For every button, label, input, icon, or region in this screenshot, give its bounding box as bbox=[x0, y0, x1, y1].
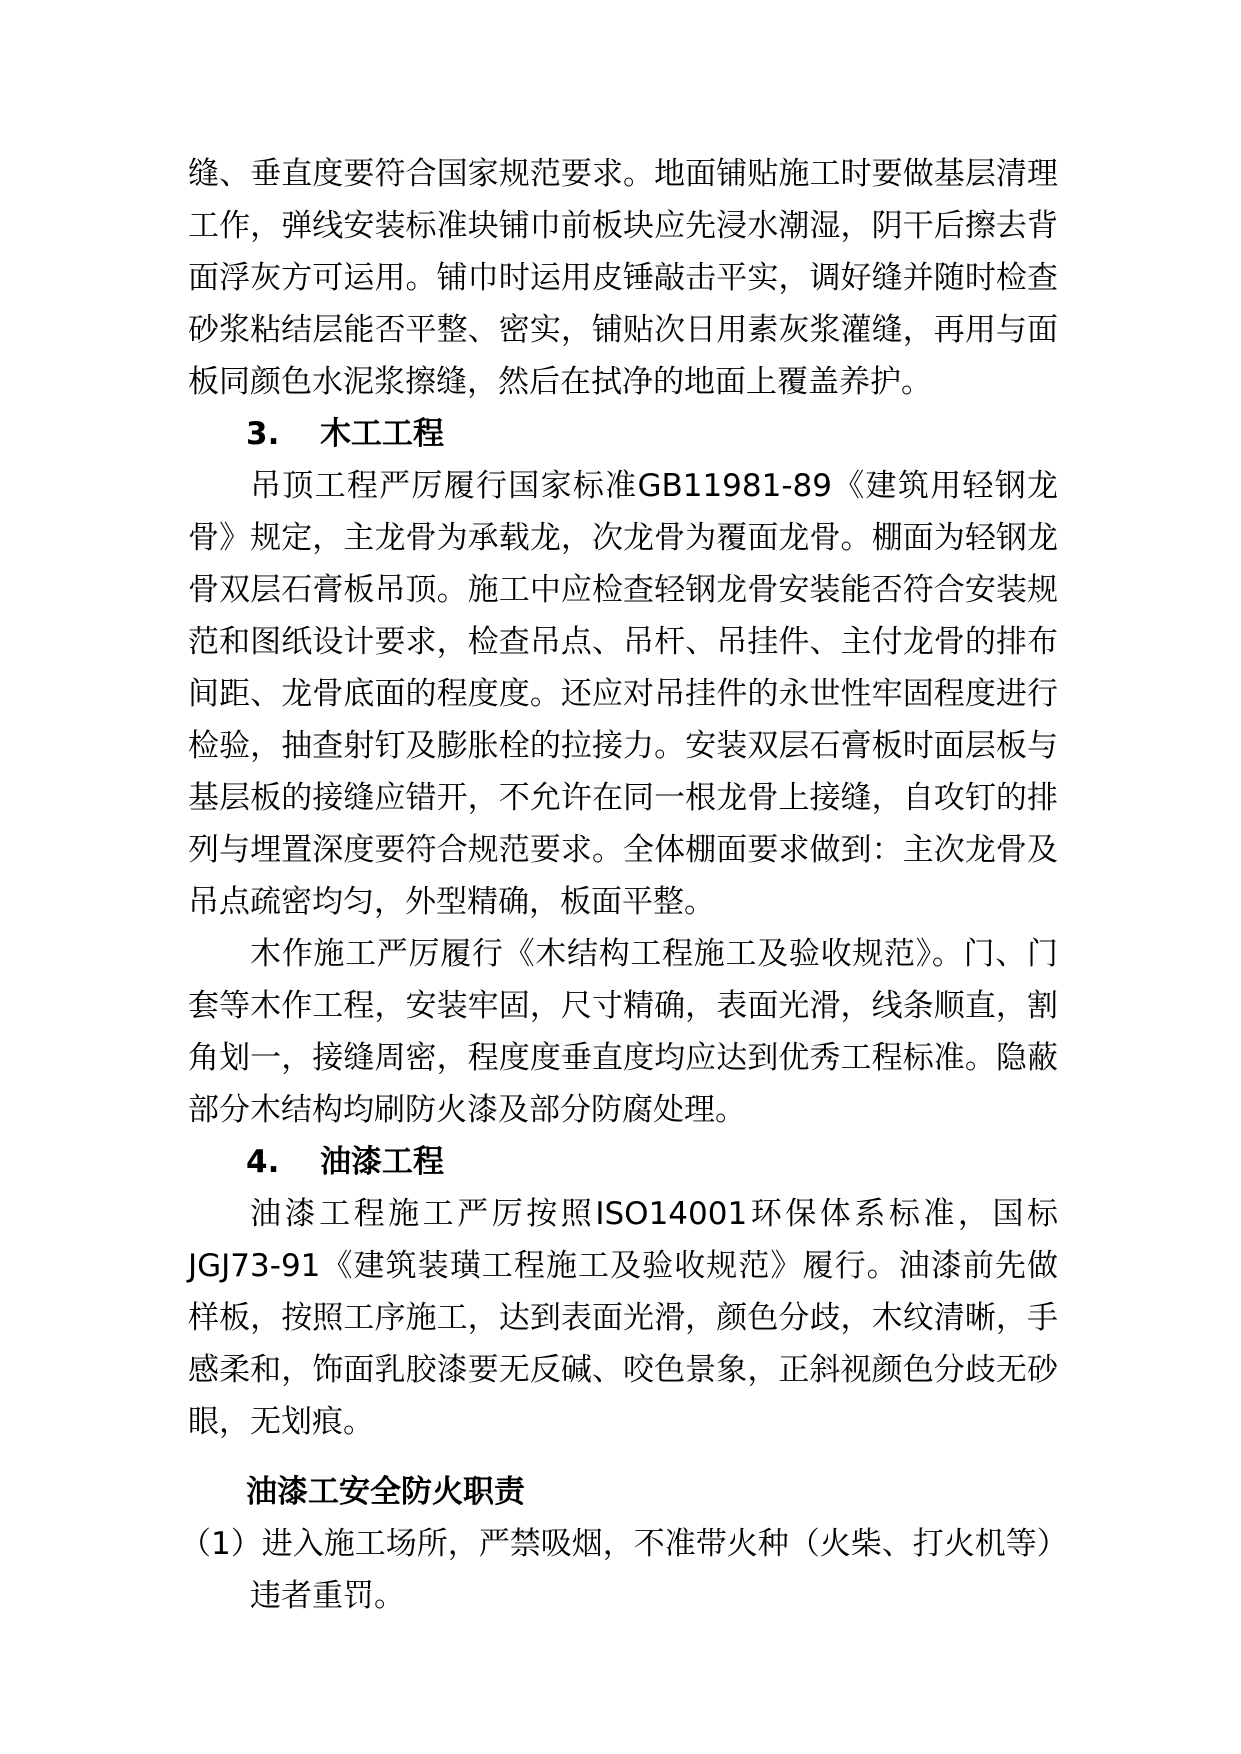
subheading-painter-fire-safety: 油漆工安全防火职责 bbox=[246, 1474, 525, 1510]
section-heading-painting bbox=[188, 1136, 1058, 1188]
list-item-marker: （1） bbox=[180, 1526, 262, 1562]
paragraph-woodwork: 木作施工严厉履行《木结构工程施工及验收规范》。门、门套等木作工程，安装牢固，尺寸精确，表面光滑，线条顺直，割角划一，接缝周密，程度度垂直度均应达到优秀工程标准。隐蔽部分木结构均刷防火漆及部分防腐处理。 bbox=[188, 936, 1058, 1128]
list-item bbox=[180, 1518, 1058, 1622]
section-heading-carpentry bbox=[188, 408, 1058, 460]
paragraph-painting: 油漆工程施工严厉按照ISO14001环保体系标准，国标JGJ73-91《建筑装璜工程施工及验收规范》履行。油漆前先做样板，按照工序施工，达到表面光滑，颜色分歧，木纹清晰，手感柔和，饰面乳胶漆要无反碱、咬色景象，正斜视颜色分歧无砂眼，无划痕。 bbox=[188, 1196, 1058, 1440]
section-number: 3. bbox=[246, 416, 280, 452]
document-page bbox=[180, 148, 1058, 1622]
list-item-text: 进入施工场所，严禁吸烟，不准带火种（火柴、打火机等）违者重罚。 bbox=[250, 1526, 1053, 1614]
section-title: 木工工程 bbox=[320, 416, 444, 452]
paragraph-suspended-ceiling: 吊顶工程严厉履行国家标准GB11981-89《建筑用轻钢龙骨》规定，主龙骨为承载龙，次龙骨为覆面龙骨。棚面为轻钢龙骨双层石膏板吊顶。施工中应检查轻钢龙骨安装能否符合安装规范和图纸设计要求，检查吊点、吊杆、吊挂件、主付龙骨的排布间距、龙骨底面的程度度。还应对吊挂件的永世性牢固程度进行检验，抽查射钉及膨胀栓的拉接力。安装双层石膏板时面层板与基层板的接缝应错开，不允许在同一根龙骨上接缝，自攻钉的排列与埋置深度要符合规范要求。全体棚面要求做到：主次龙骨及吊点疏密均匀，外型精确，板面平整。 bbox=[188, 468, 1058, 920]
paragraph-floor-tiling: 缝、垂直度要符合国家规范要求。地面铺贴施工时要做基层清理工作，弹线安装标准块铺巾前板块应先浸水潮湿，阴干后擦去背面浮灰方可运用。铺巾时运用皮锤敲击平实，调好缝并随时检查砂浆粘结层能否平整、密实，铺贴次日用素灰浆灌缝，再用与面板同颜色水泥浆擦缝，然后在拭净的地面上覆盖养护。 bbox=[188, 156, 1058, 400]
section-title: 油漆工程 bbox=[320, 1144, 444, 1180]
section-number: 4. bbox=[246, 1144, 280, 1180]
